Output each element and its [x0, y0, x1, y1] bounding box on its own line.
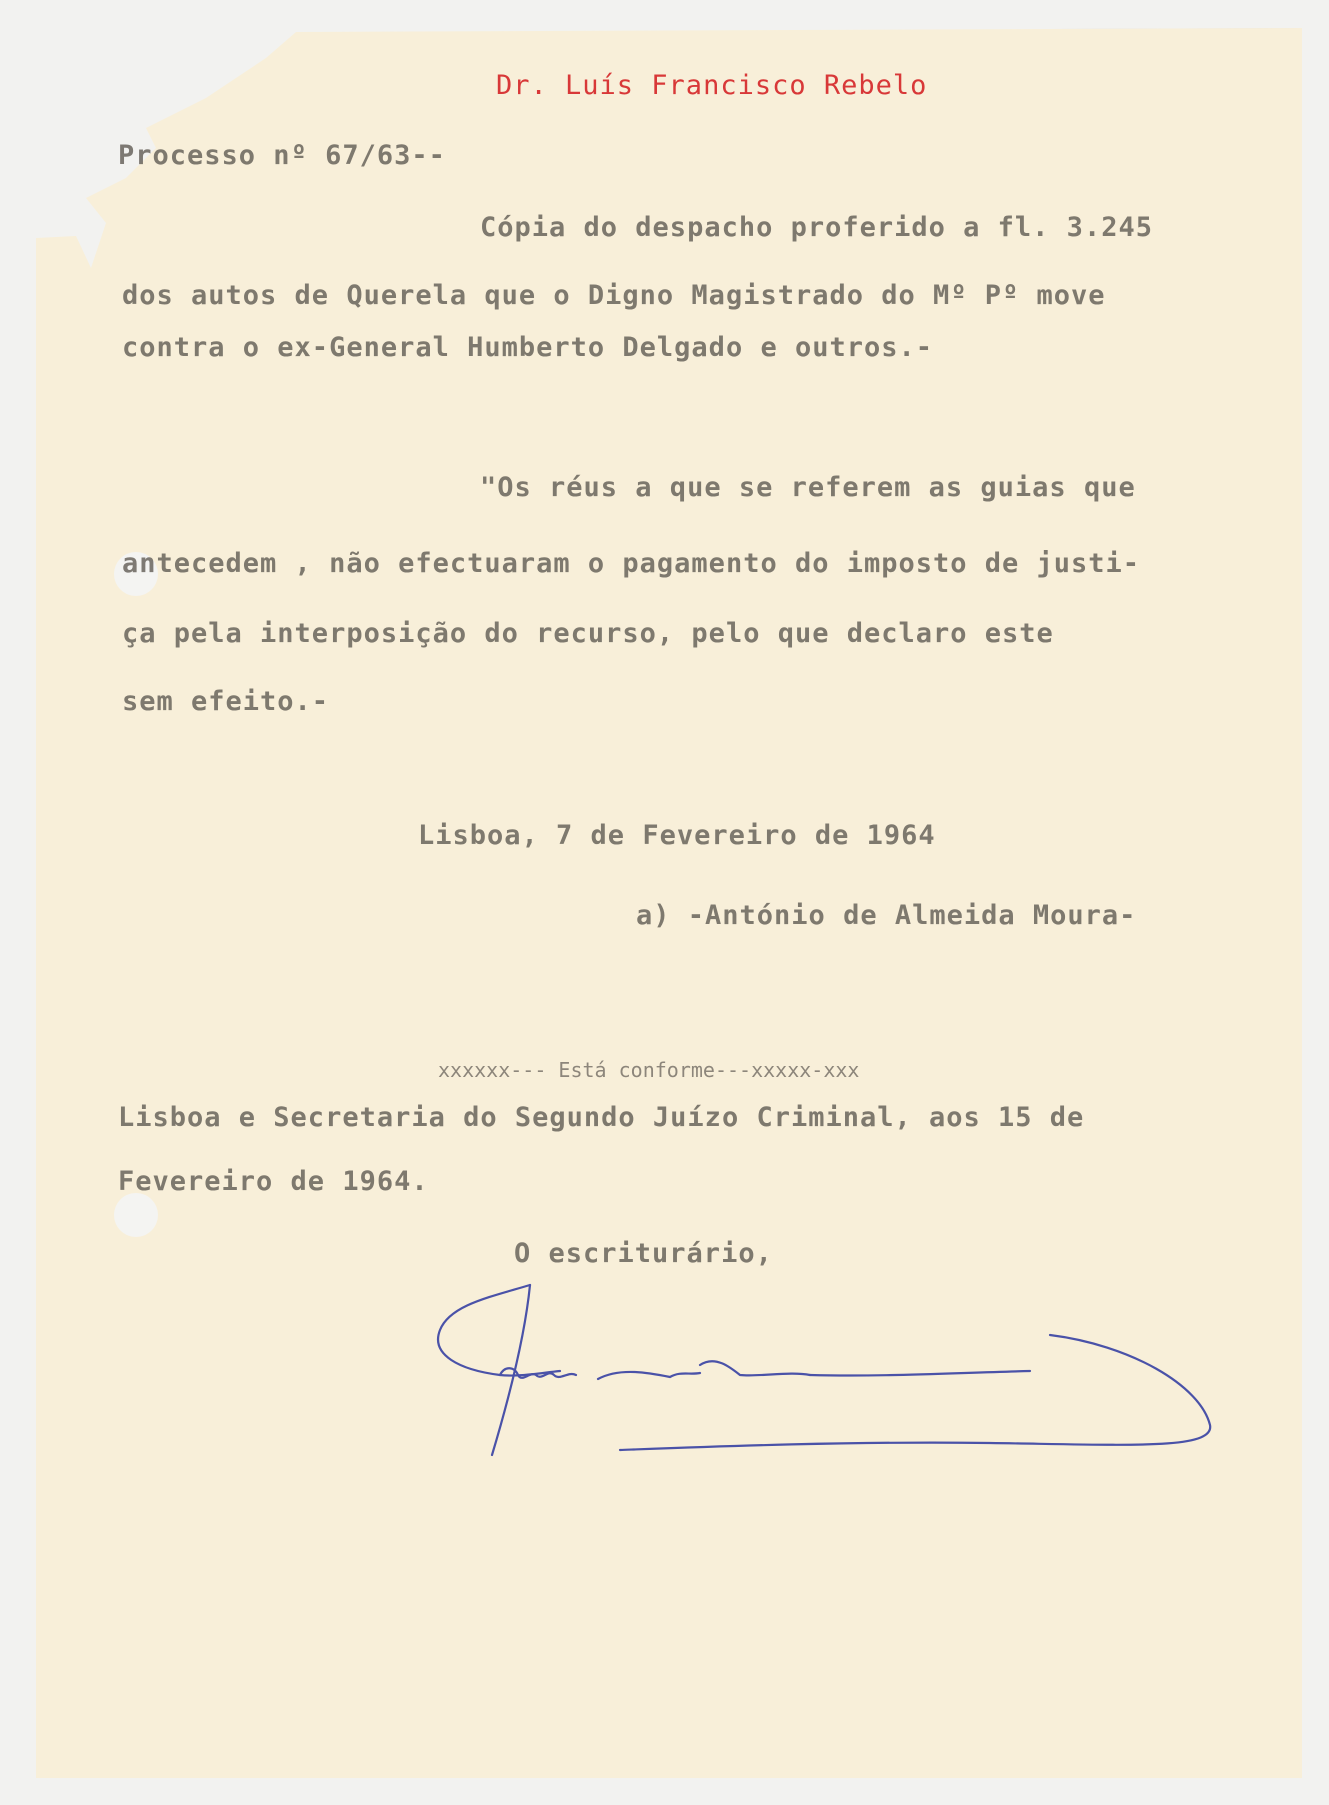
process-reference: Processo nº 67/63--: [118, 140, 446, 171]
clerk-label: O escriturário,: [514, 1238, 773, 1269]
certification-line-1: xxxxxx--- Está conforme---xxxxx-xxx: [438, 1058, 860, 1082]
punch-hole-bottom: [114, 1193, 158, 1237]
quote-line-3: ça pela interposição do recurso, pelo que declaro este: [122, 618, 1054, 649]
quote-line-1: "Os réus a que se referem as guias que: [480, 472, 1136, 503]
dateline: Lisboa, 7 de Fevereiro de 1964: [418, 820, 936, 851]
quote-line-2: antecedem , não efectuaram o pagamento do imposto de justi-: [122, 548, 1141, 579]
certification-line-3: Fevereiro de 1964.: [118, 1166, 429, 1197]
intro-line-1: Cópia do despacho proferido a fl. 3.245: [480, 212, 1153, 243]
quote-line-4: sem efeito.-: [122, 686, 330, 717]
letterhead-name: Dr. Luís Francisco Rebelo: [496, 70, 928, 101]
intro-line-3: contra o ex-General Humberto Delgado e outros.-: [122, 332, 934, 363]
handwritten-signature: [430, 1275, 1230, 1485]
certification-line-2: Lisboa e Secretaria do Segundo Juízo Criminal, aos 15 de: [118, 1102, 1085, 1133]
signed-by: a) -António de Almeida Moura-: [636, 900, 1137, 931]
intro-line-2: dos autos de Querela que o Digno Magistrado do Mº Pº move: [122, 280, 1106, 311]
